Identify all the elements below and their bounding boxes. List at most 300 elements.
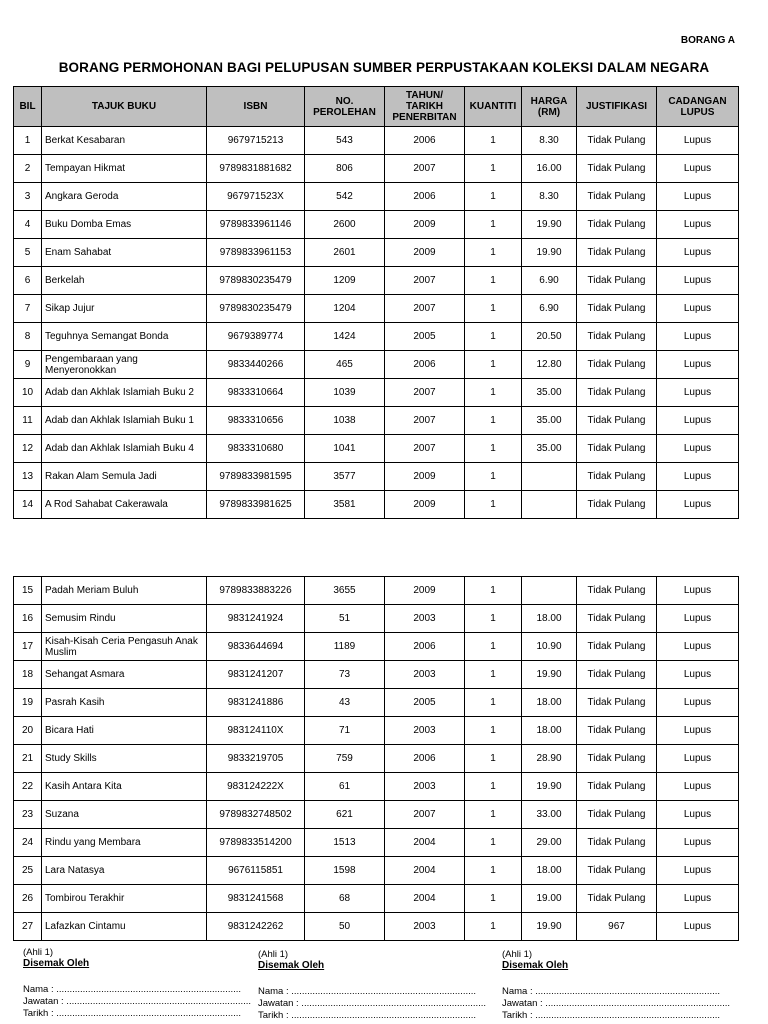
cell-no-perolehan: 759 xyxy=(305,745,385,773)
cell-harga: 35.00 xyxy=(522,379,577,407)
signature-block-2 xyxy=(258,949,486,1022)
table-row xyxy=(14,913,739,941)
cell-harga: 12.80 xyxy=(522,351,577,379)
cell-harga: 20.50 xyxy=(522,323,577,351)
cell-bil: 2 xyxy=(14,155,42,183)
cell-harga: 19.90 xyxy=(522,913,577,941)
cell-justifikasi: Tidak Pulang xyxy=(577,463,657,491)
cell-no-perolehan: 465 xyxy=(305,351,385,379)
cell-justifikasi: Tidak Pulang xyxy=(577,267,657,295)
cell-kuantiti: 1 xyxy=(465,351,522,379)
cell-justifikasi: Tidak Pulang xyxy=(577,127,657,155)
cell-harga: 10.90 xyxy=(522,633,577,661)
cell-kuantiti: 1 xyxy=(465,211,522,239)
cell-cadangan-lupus: Lupus xyxy=(657,577,739,605)
cell-no-perolehan: 1513 xyxy=(305,829,385,857)
cell-cadangan-lupus: Lupus xyxy=(657,857,739,885)
cell-no-perolehan: 621 xyxy=(305,801,385,829)
cell-bil: 8 xyxy=(14,323,42,351)
cell-tajuk-buku: Bicara Hati xyxy=(42,717,207,745)
header-tahun-penerbitan: TAHUN/ TARIKH PENERBITAN xyxy=(385,87,465,127)
cell-harga: 18.00 xyxy=(522,717,577,745)
cell-justifikasi: Tidak Pulang xyxy=(577,239,657,267)
cell-harga: 18.00 xyxy=(522,689,577,717)
cell-no-perolehan: 543 xyxy=(305,127,385,155)
cell-tajuk-buku: Semusim Rindu xyxy=(42,605,207,633)
cell-no-perolehan: 1209 xyxy=(305,267,385,295)
cell-cadangan-lupus: Lupus xyxy=(657,913,739,941)
signature-jawatan-line: Jawatan : ...................................................................... xyxy=(258,998,487,1009)
cell-tahun: 2009 xyxy=(385,577,465,605)
cell-kuantiti: 1 xyxy=(465,857,522,885)
table-row xyxy=(14,155,739,183)
cell-tajuk-buku: Rindu yang Membara xyxy=(42,829,207,857)
signature-tarikh-line: Tarikh : ...................................................................... xyxy=(502,1010,721,1021)
cell-harga: 35.00 xyxy=(522,435,577,463)
cell-kuantiti: 1 xyxy=(465,127,522,155)
cell-bil: 25 xyxy=(14,857,42,885)
cell-justifikasi: Tidak Pulang xyxy=(577,407,657,435)
cell-justifikasi: Tidak Pulang xyxy=(577,183,657,211)
cell-no-perolehan: 43 xyxy=(305,689,385,717)
cell-kuantiti: 1 xyxy=(465,689,522,717)
cell-justifikasi: Tidak Pulang xyxy=(577,885,657,913)
table-row xyxy=(14,773,739,801)
cell-isbn: 9789831881682 xyxy=(207,155,305,183)
cell-justifikasi: Tidak Pulang xyxy=(577,773,657,801)
cell-cadangan-lupus: Lupus xyxy=(657,379,739,407)
cell-justifikasi: Tidak Pulang xyxy=(577,857,657,885)
header-isbn: ISBN xyxy=(207,87,305,127)
cell-cadangan-lupus: Lupus xyxy=(657,127,739,155)
cell-kuantiti: 1 xyxy=(465,633,522,661)
cell-cadangan-lupus: Lupus xyxy=(657,155,739,183)
cell-kuantiti: 1 xyxy=(465,267,522,295)
cell-isbn: 9833440266 xyxy=(207,351,305,379)
cell-cadangan-lupus: Lupus xyxy=(657,605,739,633)
cell-harga xyxy=(522,491,577,519)
cell-isbn: 9789833981595 xyxy=(207,463,305,491)
cell-kuantiti: 1 xyxy=(465,885,522,913)
cell-bil: 15 xyxy=(14,577,42,605)
cell-tajuk-buku: Buku Domba Emas xyxy=(42,211,207,239)
cell-tajuk-buku: Study Skills xyxy=(42,745,207,773)
signature-reviewed-by: Disemak Oleh xyxy=(258,960,325,971)
cell-harga: 19.90 xyxy=(522,239,577,267)
cell-bil: 9 xyxy=(14,351,42,379)
cell-tahun: 2005 xyxy=(385,689,465,717)
cell-no-perolehan: 50 xyxy=(305,913,385,941)
cell-cadangan-lupus: Lupus xyxy=(657,689,739,717)
cell-harga: 6.90 xyxy=(522,267,577,295)
cell-kuantiti: 1 xyxy=(465,801,522,829)
cell-tajuk-buku: Adab dan Akhlak Islamiah Buku 4 xyxy=(42,435,207,463)
cell-justifikasi: Tidak Pulang xyxy=(577,577,657,605)
cell-tahun: 2003 xyxy=(385,773,465,801)
signature-member-label: (Ahli 1) xyxy=(502,949,533,960)
cell-harga: 19.90 xyxy=(522,211,577,239)
cell-isbn: 983124110X xyxy=(207,717,305,745)
cell-isbn: 9833310664 xyxy=(207,379,305,407)
cell-isbn: 9831241207 xyxy=(207,661,305,689)
cell-cadangan-lupus: Lupus xyxy=(657,295,739,323)
header-kuantiti: KUANTITI xyxy=(465,87,522,127)
cell-no-perolehan: 3577 xyxy=(305,463,385,491)
cell-justifikasi: Tidak Pulang xyxy=(577,435,657,463)
table-row xyxy=(14,323,739,351)
cell-tajuk-buku: Sikap Jujur xyxy=(42,295,207,323)
cell-tahun: 2007 xyxy=(385,407,465,435)
cell-cadangan-lupus: Lupus xyxy=(657,239,739,267)
cell-justifikasi: Tidak Pulang xyxy=(577,605,657,633)
cell-kuantiti: 1 xyxy=(465,239,522,267)
table-row xyxy=(14,295,739,323)
cell-isbn: 9831242262 xyxy=(207,913,305,941)
table-row xyxy=(14,717,739,745)
cell-isbn: 9833219705 xyxy=(207,745,305,773)
cell-bil: 18 xyxy=(14,661,42,689)
cell-bil: 22 xyxy=(14,773,42,801)
cell-tajuk-buku: Padah Meriam Buluh xyxy=(42,577,207,605)
cell-no-perolehan: 71 xyxy=(305,717,385,745)
cell-no-perolehan: 1189 xyxy=(305,633,385,661)
cell-kuantiti: 1 xyxy=(465,745,522,773)
cell-kuantiti: 1 xyxy=(465,323,522,351)
cell-tahun: 2003 xyxy=(385,605,465,633)
cell-bil: 26 xyxy=(14,885,42,913)
table-row xyxy=(14,183,739,211)
books-table-page-2 xyxy=(13,576,739,941)
cell-cadangan-lupus: Lupus xyxy=(657,773,739,801)
cell-kuantiti: 1 xyxy=(465,379,522,407)
cell-cadangan-lupus: Lupus xyxy=(657,351,739,379)
signature-jawatan-line: Jawatan : ...................................................................... xyxy=(23,996,252,1007)
cell-no-perolehan: 51 xyxy=(305,605,385,633)
cell-harga xyxy=(522,577,577,605)
cell-cadangan-lupus: Lupus xyxy=(657,211,739,239)
cell-cadangan-lupus: Lupus xyxy=(657,491,739,519)
cell-cadangan-lupus: Lupus xyxy=(657,885,739,913)
header-cadangan-lupus: CADANGAN LUPUS xyxy=(657,87,739,127)
form-code: BORANG A xyxy=(680,35,735,46)
signature-footer xyxy=(0,947,768,1024)
cell-harga: 19.00 xyxy=(522,885,577,913)
cell-cadangan-lupus: Lupus xyxy=(657,183,739,211)
cell-cadangan-lupus: Lupus xyxy=(657,323,739,351)
cell-harga xyxy=(522,463,577,491)
signature-nama-line: Nama : ...................................................................... xyxy=(23,984,242,995)
signature-nama-line: Nama : ...................................................................... xyxy=(258,986,477,997)
cell-tajuk-buku: Sehangat Asmara xyxy=(42,661,207,689)
cell-tajuk-buku: Adab dan Akhlak Islamiah Buku 1 xyxy=(42,407,207,435)
cell-tahun: 2003 xyxy=(385,913,465,941)
cell-harga: 18.00 xyxy=(522,605,577,633)
cell-harga: 29.00 xyxy=(522,829,577,857)
cell-harga: 33.00 xyxy=(522,801,577,829)
cell-bil: 20 xyxy=(14,717,42,745)
header-justifikasi: JUSTIFIKASI xyxy=(577,87,657,127)
cell-bil: 4 xyxy=(14,211,42,239)
table-row xyxy=(14,211,739,239)
cell-justifikasi: 967 xyxy=(577,913,657,941)
cell-no-perolehan: 3655 xyxy=(305,577,385,605)
table-row xyxy=(14,127,739,155)
cell-justifikasi: Tidak Pulang xyxy=(577,491,657,519)
cell-isbn: 9789832748502 xyxy=(207,801,305,829)
cell-tahun: 2006 xyxy=(385,127,465,155)
cell-kuantiti: 1 xyxy=(465,295,522,323)
cell-kuantiti: 1 xyxy=(465,577,522,605)
table-row xyxy=(14,745,739,773)
table-row xyxy=(14,407,739,435)
cell-bil: 17 xyxy=(14,633,42,661)
cell-bil: 14 xyxy=(14,491,42,519)
cell-isbn: 9831241886 xyxy=(207,689,305,717)
cell-isbn: 9833644694 xyxy=(207,633,305,661)
signature-nama-line: Nama : ...................................................................... xyxy=(502,986,721,997)
document-title: BORANG PERMOHONAN BAGI PELUPUSAN SUMBER PERPUSTAKAAN KOLEKSI DALAM NEGARA xyxy=(58,60,710,75)
cell-no-perolehan: 2600 xyxy=(305,211,385,239)
cell-tahun: 2007 xyxy=(385,155,465,183)
cell-bil: 23 xyxy=(14,801,42,829)
cell-kuantiti: 1 xyxy=(465,491,522,519)
cell-tajuk-buku: Tempayan Hikmat xyxy=(42,155,207,183)
cell-tahun: 2007 xyxy=(385,801,465,829)
cell-justifikasi: Tidak Pulang xyxy=(577,211,657,239)
cell-kuantiti: 1 xyxy=(465,661,522,689)
books-table-page-1 xyxy=(13,86,739,519)
cell-bil: 11 xyxy=(14,407,42,435)
cell-no-perolehan: 1598 xyxy=(305,857,385,885)
cell-isbn: 9831241924 xyxy=(207,605,305,633)
cell-tahun: 2004 xyxy=(385,857,465,885)
cell-harga: 19.90 xyxy=(522,661,577,689)
cell-no-perolehan: 3581 xyxy=(305,491,385,519)
cell-harga: 8.30 xyxy=(522,183,577,211)
cell-kuantiti: 1 xyxy=(465,435,522,463)
signature-block-1 xyxy=(23,947,251,1020)
cell-tahun: 2009 xyxy=(385,211,465,239)
cell-bil: 19 xyxy=(14,689,42,717)
cell-no-perolehan: 542 xyxy=(305,183,385,211)
cell-isbn: 9833310656 xyxy=(207,407,305,435)
cell-bil: 5 xyxy=(14,239,42,267)
cell-no-perolehan: 1204 xyxy=(305,295,385,323)
cell-justifikasi: Tidak Pulang xyxy=(577,689,657,717)
cell-kuantiti: 1 xyxy=(465,717,522,745)
cell-tajuk-buku: A Rod Sahabat Cakerawala xyxy=(42,491,207,519)
table-row xyxy=(14,633,739,661)
cell-justifikasi: Tidak Pulang xyxy=(577,829,657,857)
header-tajuk-buku: TAJUK BUKU xyxy=(42,87,207,127)
cell-tahun: 2007 xyxy=(385,295,465,323)
header-no-perolehan: NO. PEROLEHAN xyxy=(305,87,385,127)
table-row xyxy=(14,885,739,913)
cell-tajuk-buku: Berkat Kesabaran xyxy=(42,127,207,155)
cell-bil: 1 xyxy=(14,127,42,155)
cell-isbn: 9789833981625 xyxy=(207,491,305,519)
cell-bil: 7 xyxy=(14,295,42,323)
cell-cadangan-lupus: Lupus xyxy=(657,633,739,661)
cell-tajuk-buku: Pasrah Kasih xyxy=(42,689,207,717)
cell-bil: 21 xyxy=(14,745,42,773)
table-row xyxy=(14,577,739,605)
cell-tahun: 2003 xyxy=(385,661,465,689)
cell-kuantiti: 1 xyxy=(465,463,522,491)
cell-no-perolehan: 61 xyxy=(305,773,385,801)
cell-isbn: 9679389774 xyxy=(207,323,305,351)
cell-cadangan-lupus: Lupus xyxy=(657,745,739,773)
cell-cadangan-lupus: Lupus xyxy=(657,407,739,435)
cell-kuantiti: 1 xyxy=(465,183,522,211)
table-row xyxy=(14,239,739,267)
table-row xyxy=(14,267,739,295)
signature-reviewed-by: Disemak Oleh xyxy=(23,958,90,969)
cell-tajuk-buku: Rakan Alam Semula Jadi xyxy=(42,463,207,491)
cell-kuantiti: 1 xyxy=(465,155,522,183)
cell-tahun: 2007 xyxy=(385,435,465,463)
cell-tajuk-buku: Kasih Antara Kita xyxy=(42,773,207,801)
cell-justifikasi: Tidak Pulang xyxy=(577,379,657,407)
table-row xyxy=(14,351,739,379)
cell-harga: 6.90 xyxy=(522,295,577,323)
header-harga: HARGA (RM) xyxy=(522,87,577,127)
cell-bil: 12 xyxy=(14,435,42,463)
table-row xyxy=(14,801,739,829)
cell-kuantiti: 1 xyxy=(465,773,522,801)
table-row xyxy=(14,661,739,689)
cell-tajuk-buku: Angkara Geroda xyxy=(42,183,207,211)
cell-no-perolehan: 1041 xyxy=(305,435,385,463)
cell-kuantiti: 1 xyxy=(465,407,522,435)
signature-member-label: (Ahli 1) xyxy=(23,947,54,958)
cell-justifikasi: Tidak Pulang xyxy=(577,633,657,661)
cell-no-perolehan: 1038 xyxy=(305,407,385,435)
cell-cadangan-lupus: Lupus xyxy=(657,435,739,463)
cell-isbn: 983124222X xyxy=(207,773,305,801)
cell-tajuk-buku: Kisah-Kisah Ceria Pengasuh Anak Muslim xyxy=(42,633,207,661)
cell-no-perolehan: 2601 xyxy=(305,239,385,267)
signature-tarikh-line: Tarikh : ...................................................................... xyxy=(258,1010,477,1021)
cell-tahun: 2004 xyxy=(385,829,465,857)
cell-cadangan-lupus: Lupus xyxy=(657,829,739,857)
cell-tajuk-buku: Suzana xyxy=(42,801,207,829)
cell-justifikasi: Tidak Pulang xyxy=(577,295,657,323)
cell-kuantiti: 1 xyxy=(465,605,522,633)
cell-harga: 28.90 xyxy=(522,745,577,773)
cell-tajuk-buku: Adab dan Akhlak Islamiah Buku 2 xyxy=(42,379,207,407)
cell-no-perolehan: 1424 xyxy=(305,323,385,351)
cell-harga: 16.00 xyxy=(522,155,577,183)
cell-no-perolehan: 806 xyxy=(305,155,385,183)
cell-isbn: 9789833961146 xyxy=(207,211,305,239)
signature-jawatan-line: Jawatan : ...................................................................... xyxy=(502,998,731,1009)
signature-member-label: (Ahli 1) xyxy=(258,949,289,960)
cell-cadangan-lupus: Lupus xyxy=(657,717,739,745)
cell-tahun: 2009 xyxy=(385,491,465,519)
signature-reviewed-by: Disemak Oleh xyxy=(502,960,569,971)
cell-tahun: 2004 xyxy=(385,885,465,913)
cell-isbn: 9789833961153 xyxy=(207,239,305,267)
cell-tajuk-buku: Lafazkan Cintamu xyxy=(42,913,207,941)
cell-tajuk-buku: Tombirou Terakhir xyxy=(42,885,207,913)
cell-tahun: 2006 xyxy=(385,745,465,773)
cell-tahun: 2005 xyxy=(385,323,465,351)
cell-tajuk-buku: Enam Sahabat xyxy=(42,239,207,267)
table-row xyxy=(14,829,739,857)
cell-isbn: 9789833514200 xyxy=(207,829,305,857)
table-row xyxy=(14,435,739,463)
cell-isbn: 9831241568 xyxy=(207,885,305,913)
cell-tahun: 2006 xyxy=(385,351,465,379)
cell-bil: 27 xyxy=(14,913,42,941)
cell-no-perolehan: 73 xyxy=(305,661,385,689)
cell-justifikasi: Tidak Pulang xyxy=(577,661,657,689)
cell-tahun: 2006 xyxy=(385,183,465,211)
signature-tarikh-line: Tarikh : ...................................................................... xyxy=(23,1008,242,1019)
cell-harga: 18.00 xyxy=(522,857,577,885)
cell-tahun: 2003 xyxy=(385,717,465,745)
table-row xyxy=(14,605,739,633)
cell-isbn: 9833310680 xyxy=(207,435,305,463)
cell-cadangan-lupus: Lupus xyxy=(657,801,739,829)
cell-isbn: 9789830235479 xyxy=(207,295,305,323)
cell-cadangan-lupus: Lupus xyxy=(657,267,739,295)
cell-justifikasi: Tidak Pulang xyxy=(577,155,657,183)
table-header-row xyxy=(14,87,739,127)
cell-justifikasi: Tidak Pulang xyxy=(577,801,657,829)
cell-tahun: 2006 xyxy=(385,633,465,661)
cell-justifikasi: Tidak Pulang xyxy=(577,717,657,745)
cell-bil: 6 xyxy=(14,267,42,295)
cell-kuantiti: 1 xyxy=(465,913,522,941)
cell-harga: 8.30 xyxy=(522,127,577,155)
cell-isbn: 967971523X xyxy=(207,183,305,211)
cell-tahun: 2007 xyxy=(385,379,465,407)
cell-bil: 13 xyxy=(14,463,42,491)
cell-cadangan-lupus: Lupus xyxy=(657,463,739,491)
header-bil: BIL xyxy=(14,87,42,127)
table-row xyxy=(14,857,739,885)
cell-tajuk-buku: Lara Natasya xyxy=(42,857,207,885)
signature-block-3 xyxy=(502,949,730,1022)
cell-tajuk-buku: Pengembaraan yang Menyeronokkan xyxy=(42,351,207,379)
cell-isbn: 9676115851 xyxy=(207,857,305,885)
cell-tajuk-buku: Teguhnya Semangat Bonda xyxy=(42,323,207,351)
cell-justifikasi: Tidak Pulang xyxy=(577,323,657,351)
table-row xyxy=(14,491,739,519)
cell-tajuk-buku: Berkelah xyxy=(42,267,207,295)
table-row xyxy=(14,463,739,491)
cell-kuantiti: 1 xyxy=(465,829,522,857)
cell-harga: 35.00 xyxy=(522,407,577,435)
cell-bil: 10 xyxy=(14,379,42,407)
cell-isbn: 9789830235479 xyxy=(207,267,305,295)
cell-harga: 19.90 xyxy=(522,773,577,801)
cell-justifikasi: Tidak Pulang xyxy=(577,351,657,379)
cell-cadangan-lupus: Lupus xyxy=(657,661,739,689)
cell-justifikasi: Tidak Pulang xyxy=(577,745,657,773)
cell-tahun: 2009 xyxy=(385,239,465,267)
cell-isbn: 9789833883226 xyxy=(207,577,305,605)
cell-tahun: 2009 xyxy=(385,463,465,491)
cell-no-perolehan: 68 xyxy=(305,885,385,913)
cell-no-perolehan: 1039 xyxy=(305,379,385,407)
cell-bil: 3 xyxy=(14,183,42,211)
cell-tahun: 2007 xyxy=(385,267,465,295)
table-row xyxy=(14,379,739,407)
cell-bil: 16 xyxy=(14,605,42,633)
